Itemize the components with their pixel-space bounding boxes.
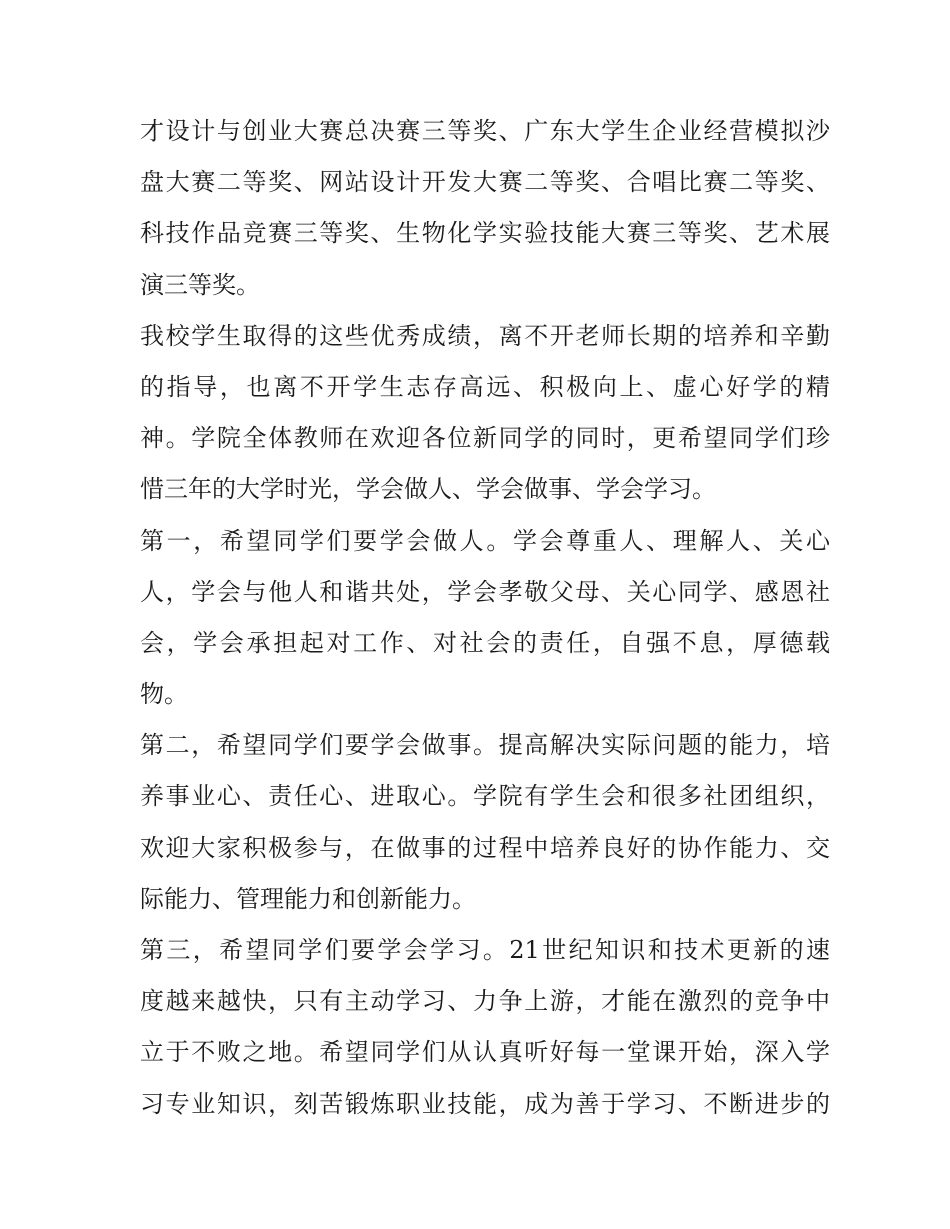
paragraph-awards: [140, 106, 830, 311]
text-line: 第一，希望同学们要学会做人。学会尊重人、理解人、关心: [140, 526, 830, 555]
text-line: 第三，希望同学们要学会学习。21世纪知识和技术更新的速: [140, 936, 830, 964]
text-line: 欢迎大家积极参与，在做事的过程中培养良好的协作能力、交: [140, 833, 830, 862]
text-line: 盘大赛二等奖、网站设计开发大赛二等奖、合唱比赛二等奖、: [140, 168, 830, 197]
text-line: 养事业心、责任心、进取心。学院有学生会和很多社团组织，: [140, 782, 830, 811]
paragraph-first-learn-to-be: [140, 516, 830, 721]
text-line: 科技作品竞赛三等奖、生物化学实验技能大赛三等奖、艺术展: [140, 219, 830, 248]
text-line: 的指导，也离不开学生志存高远、积极向上、虚心好学的精: [140, 372, 830, 401]
text-line: 立于不败之地。希望同学们从认真听好每一堂课开始，深入学: [140, 1038, 830, 1067]
paragraph-third-learn-to-learn: [140, 925, 830, 1130]
text-line: 会，学会承担起对工作、对社会的责任，自强不息，厚德载: [140, 628, 830, 657]
body-text: [140, 106, 830, 1130]
text-line: 度越来越快，只有主动学习、力争上游，才能在激烈的竞争中: [140, 987, 830, 1016]
text-line: 物。: [140, 680, 188, 709]
text-line: 才设计与创业大赛总决赛三等奖、广东大学生企业经营模拟沙: [140, 117, 830, 145]
text-line: 神。学院全体教师在欢迎各位新同学的同时，更希望同学们珍: [140, 424, 830, 453]
text-line: 我校学生取得的这些优秀成绩，离不开老师长期的培养和辛勤: [140, 321, 830, 350]
text-line: 际能力、管理能力和创新能力。: [140, 884, 476, 913]
paragraph-achievements: [140, 311, 830, 516]
text-line: 惜三年的大学时光，学会做人、学会做事、学会学习。: [140, 475, 716, 504]
paragraph-second-learn-to-do: [140, 720, 830, 925]
text-line: 演三等奖。: [140, 270, 260, 299]
text-line: 第二，希望同学们要学会做事。提高解决实际问题的能力，培: [140, 731, 830, 760]
text-line: 人，学会与他人和谐共处，学会孝敬父母、关心同学、感恩社: [140, 577, 830, 606]
text-line: 习专业知识，刻苦锻炼职业技能，成为善于学习、不断进步的: [140, 1089, 830, 1118]
